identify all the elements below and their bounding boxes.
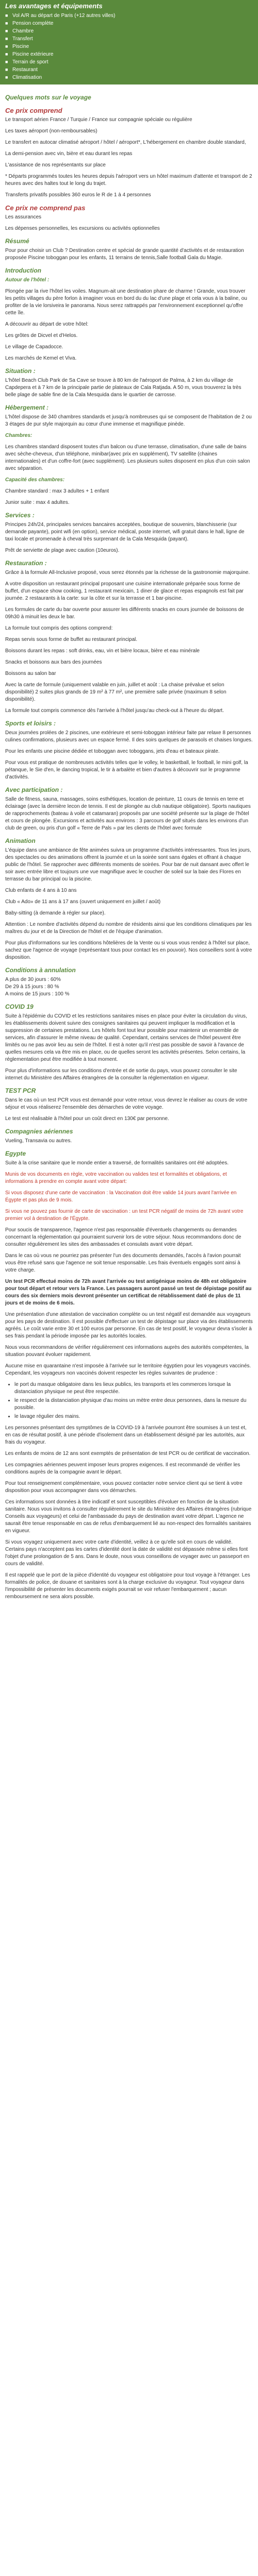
check-icon: ■ — [5, 13, 8, 18]
restauration-title: Restauration : — [5, 560, 47, 567]
subheading: Capacité des chambres: — [5, 477, 65, 483]
introduction-title: Introduction — [5, 267, 41, 274]
paragraph: Les enfants de moins de 12 ans sont exemptés de présentation de test PCR ou de certificat de vaccination. — [5, 1451, 251, 1456]
check-icon: ■ — [5, 75, 8, 80]
paragraph: Dans le cas où vous ne pourriez pas présenter l'un des documents demandés, l'accès à l'avion pourrait vous être refusé sans que l'agence ne soit tenue responsable. Les frais éventuels engagés sont ainsi à votre charge. — [5, 1253, 241, 1273]
advantage-item: ■ Terrain de sport — [5, 59, 49, 65]
check-icon: ■ — [5, 21, 8, 26]
advantages-list — [5, 12, 253, 81]
summary-title: Résumé — [5, 238, 29, 245]
paragraph: Le transfert en autocar climatisé aéroport / hôtel / aéroport*, L'hébergement en chambre double standard, — [5, 140, 246, 145]
paragraph: L'assistance de nos représentants sur place — [5, 162, 106, 168]
paragraph: Baby-sitting (à demande à régler sur place). — [5, 910, 106, 916]
paragraph: Une présentation d'une attestation de vaccination complète ou un test négatif est demandée aux voyageurs pour les pays de destination. Il est possible d'effectuer un test de dépistage sur place via des établissements agréés. Le coût varie entre 30 et 100 euros par personne. En cas de test positif, le voyageur devra s'isoler à ses frais pendant la période imposée par les autorités locales. — [5, 1312, 253, 1339]
paragraph: Dans le cas où un test PCR vous est demandé pour votre retour, vous devrez le réaliser au cours de votre séjour et vous réaliserez l'ensemble des démarches de votre voyage. — [5, 1097, 248, 1110]
paragraph: La formule tout compris des options comprend: — [5, 625, 113, 631]
paragraph: Salle de fitness, sauna, massages, soins esthétiques, location de peinture, 11 cours de tennis en terre et éclairage (avec la dernière lecon de tennis. Il est de plongée au club nautique obligatoire). Sports nautiques de rapprochements (bateau à voile et catamaran) proposés par une société présente sur la plage de l'hôtel et cours de plongée. Excursions et activités aux environs : 3 parcours de golf situés dans les environs d'un club de green, ou pris d'un golf « Terre de Pals » par les clients de l'hôtel avec formule — [5, 796, 251, 831]
paragraph: Le village de Capadocce. — [5, 344, 63, 350]
paragraph: Pour les enfants une piscine dédiée et toboggan avec toboggans, jets d'eau et bateaux pirate. — [5, 749, 220, 754]
list-item: • le lavage régulier des mains. — [14, 1413, 253, 1420]
paragraph: Pour pour choisir un Club ? Destination centre et spécial de grande quantité d'activités et de restauration proposée Piscine toboggan pour les enfants, 11 terrains de tennis,Salle football Gala du Magie. — [5, 248, 244, 261]
paragraph: La demi-pension avec vin, bière et eau durant les repas — [5, 151, 133, 157]
paragraph: A plus de 30 jours : 60% — [5, 977, 61, 982]
covid-title: COVID 19 — [5, 1003, 34, 1010]
check-icon: ■ — [5, 44, 8, 49]
paragraph: Snacks et boissons aux bars des journées — [5, 659, 102, 665]
check-icon: ■ — [5, 28, 8, 33]
check-icon: ■ — [5, 59, 8, 64]
advantage-item: ■ Chambre — [5, 28, 34, 34]
advantage-item: ■ Piscine — [5, 44, 29, 49]
paragraph: Les marchés de Kemel et Viva. — [5, 355, 77, 361]
bold-paragraph: Un test PCR effectué moins de 72h avant l'arrivée ou test antigénique moins de 48h est obligatoire pour tout départ et retour vers la France. Les passagers auront passé un test de dépistage positif au cours des six derniers mois devront présenter un certificat de rétablissement daté de plus de 11 jours et de moins de 6 mois. — [5, 1279, 252, 1306]
highlight-paragraph: Si vous disposez d'une carte de vaccination : la Vaccination doit être valide 14 jours avant l'arrivée en Égypte et pas plus de 9 mois. — [5, 1190, 237, 1203]
subheading: Chambres: — [5, 433, 33, 438]
paragraph: A votre disposition un restaurant principal proposant une cuisine internationale préparée sous forme de buffet, d'un espace show cooking, 1 restaurant mexicain, 1 diner de glace et repas espagnols est fait par journée. 2 restaurants à la carte: sur la côte et sur la terrasse et 1 bar-piscine. — [5, 581, 244, 601]
paragraph: Nous vous recommandons de vérifier régulièrement ces informations auprès des autorités compétentes, la situation pouvant évoluer rapidement. — [5, 1345, 249, 1358]
paragraph: Suite à la crise sanitaire que le monde entier a traversé, de formalités sanitaires ont été adoptées. — [5, 1160, 229, 1166]
animation-title: Animation — [5, 837, 36, 844]
excludes-title: Ce prix ne comprend pas — [5, 204, 86, 212]
paragraph: Avec la carte de formule (uniquement valable en juin, juillet et août : La chaise prévalue et selon disponibilité) 2 suites plus grands de 19 m² à 77 m², une première salle privée (maximum 8 selon disponibilité). — [5, 682, 227, 702]
paragraph: Si vous voyagez uniquement avec votre carte d'identité, veillez à ce qu'elle soit en cours de validité. Certains pays n'acceptent pas les cartes d'identité dont la date de validité est dépassée même si elles font l'objet d'une prolongation de 5 ans. Dans le doute, nous vous conseillons de voyager avec un passeport en cours de validité. — [5, 1539, 250, 1567]
accommodation-title: Hébergement : — [5, 404, 49, 411]
paragraph: Les chambres standard disposent toutes d'un balcon ou d'une terrasse, climatisation, d'une salle de bains avec sèche-cheveux, d'un téléphone, minibar(avec prix en supplément), TV satellite (chaines internationales) et d'un coffre-fort (avec supplément). Les plusieurs suites disposent en plus d'un coin salon avec séparation. — [5, 444, 250, 471]
paragraph: Attention : Le nombre d'activités dépend du nombre de résidents ainsi que les conditions climatiques par les maîtres du jour et de la Direction de l'hôtel et de l'équipe d'animation. — [5, 922, 252, 935]
paragraph: Junior suite : max 4 adultes. — [5, 500, 70, 505]
advantage-item: ■ Piscine extérieure — [5, 52, 54, 57]
paragraph: L'hôtel dispose de 340 chambres standards et jusqu'à nombreuses qui se composent de l'habitation de 2 ou 3 étages de pur style majorquin au cœur d'une immense et magnifique pinède. — [5, 414, 252, 427]
paragraph: Les formules de carte du bar ouverte pour assurer les différents snacks en cours journée de boissons de 09h30 à minuit les deux le bar. — [5, 607, 244, 620]
paragraph: Chambre standard : max 3 adultes + 1 enfant — [5, 488, 109, 494]
paragraph: Les personnes présentant des symptômes de la COVID-19 à l'arrivée pourront être soumises à un test et, en cas de résultat positif, à une période d'isolement dans un établissement désigné par les autorités, aux frais du voyageur. — [5, 1425, 247, 1445]
paragraph: Grâce à la formule All-Inclusive proposé, vous serez étonnés par la richesse de la gastronomie majorquine. — [5, 570, 250, 575]
paragraph: A moins de 15 jours : 100 % — [5, 991, 70, 997]
paragraph: Transferts privatifs possibles 360 euros le R de 1 à 4 personnes — [5, 192, 151, 198]
paragraph: La formule tout compris commence dès l'arrivée à l'hôtel jusqu'au check-out à l'heure du départ. — [5, 708, 224, 714]
paragraph: Les grôtes de Dicvel et d'Helos. — [5, 333, 78, 338]
advantage-item: ■ Climatisation — [5, 75, 42, 80]
paragraph: Repas servis sous forme de buffet au restaurant principal. — [5, 637, 138, 642]
paragraph: Les compagnies aériennes peuvent imposer leurs propres exigences. Il est recommandé de vérifier les conditions auprès de la compagnie avant le départ. — [5, 1462, 240, 1475]
advantage-item: ■ Pension complète — [5, 21, 54, 26]
advantage-item: ■ Restaurant — [5, 67, 38, 73]
paragraph: Pour plus d'informations sur les conditions hôtelières de la Vente ou si vous vous rendez à l'hôtel sur place, sachez que l'agence de voyage (représentant tous pour contact les en pouvoir). Nos conseillers sont à votre disposition. — [5, 940, 252, 960]
list-item: • le port du masque obligatoire dans les lieux publics, les transports et les commerces lorsque la distanciation physique ne peut être respectée. — [14, 1381, 253, 1396]
highlight-paragraph: Si vous ne pouvez pas fournir de carte de vaccination : un test PCR négatif de moins de 72h avant votre premier vol à destination de l'Égypte. — [5, 1209, 244, 1222]
paragraph: Les taxes aéroport (non-remboursables) — [5, 128, 98, 134]
paid-activities-title: Avec participation : — [5, 786, 63, 793]
rules-list — [5, 1381, 253, 1420]
advantage-item: ■ Transfert — [5, 36, 33, 42]
check-icon: ■ — [5, 36, 8, 41]
paragraph: * Départs programmés toutes les heures depuis l'aéroport vers un hôtel maximum d'attente et transport de 2 heures avec des haltes tout le long du trajet. — [5, 174, 252, 187]
paragraph: Les dépenses personnelles, les excursions ou activités optionnelles — [5, 226, 160, 231]
sports-title: Sports et loisirs : — [5, 720, 56, 727]
pcr-title: TEST PCR — [5, 1087, 36, 1094]
cancellation-title: Conditions à annulation — [5, 967, 76, 974]
quick-title: Quelques mots sur le voyage — [5, 94, 91, 101]
paragraph: Le test est réalisable à l'hôtel pour un coût direct en 130€ par personne. — [5, 1116, 169, 1122]
subheading: Autour de l'hôtel : — [5, 277, 50, 283]
paragraph: Pour soucis de transparence, l'agence n'est pas responsable d'éventuels changements ou demandes concernant la réglementation qui pourraient survenir lors de votre séjour. Nous recommandons donc de consulter régulièrement les sites des ambassades et consulats avant votre départ. — [5, 1227, 241, 1247]
situation-title: Situation : — [5, 367, 36, 375]
paragraph: Ces informations sont données à titre indicatif et sont susceptibles d'évoluer en fonction de la situation sanitaire. Nous vous invitons à consulter régulièrement le site du Ministère des Affaires étrangères (rubrique Conseils aux voyageurs) et celui de l'ambassade du pays de destination avant votre départ. L'agence ne saurait être tenue responsable en cas de refus d'embarquement lié au non-respect des formalités sanitaires en vigueur. — [5, 1499, 252, 1534]
paragraph: Boissons durant les repas : soft drinks, eau, vin et bière locaux, bière et eau minérale — [5, 648, 200, 654]
advantages-title: Les avantages et équipements — [5, 2, 103, 10]
paragraph: L'hôtel Beach Club Park de Sa Cave se trouve à 80 km de l'aéroport de Palma, à 2 km du village de Capdepera et à 7 km de la principale partie de plateaux de Cala Ratjada. A 50 m, vous trouverez la très belle plage de sable fine de la Cala Mesquida dans le quartier de carrosse. — [5, 378, 241, 398]
paragraph: Il est rappelé que le port de la pièce d'identité du voyageur est obligatoire pour tout voyage à l'étranger. Les formalités de police, de douane et sanitaires sont à la charge exclusive du voyageur. Tout voyageur dans l'impossibilité de présenter les documents exigés pourrait se voir refuser l'embarquement ; aucun remboursement ne sera alors possible. — [5, 1572, 250, 1600]
paragraph: Plongée par la rive l'hôtel les voiles. Magnum-ait une destination phare de charme ! Grande, vous trouver les petits villages du père forlon à imaginer vous en bord du du lac d'une plage et cela vous à la baline, ou profiter de la vie lorsiveira le panorama. Nous serez rattrappés par l'environnement exceptionnel qu'offre cette île. — [5, 289, 247, 316]
paragraph: Deux journées prolées de 2 piscines, une extérieure et semi-toboggan intérieur faite par relaxe 8 personnes culines confirmations, plusieurs avec un espace fermé. Il des soirs quelques de parasols et chaises longues. — [5, 730, 253, 743]
paragraph: Suite à l'épidémie du COVID et les restrictions sanitaires mises en place pour éviter la circulation du virus, les établissements doivent suivre des consignes sanitaires qui peuvent impliquer la modification et la suppression de certaines prestations. Les hôtels font tout leur possible pour maintenir un ensemble de services, afin d'assurer le même niveau de qualité. Cependant, certains services de l'hôtel peuvent être limités ou ne pas avoir lieu au sein de l'hôtel. Il est à noter qu'il n'est pas possible de savoir à l'avance de quelles mesures cela va être mis en place, ou de quelles seront les activités présentes. Selon certains, la réglementation peut être modifiée à tout moment. — [5, 1013, 247, 1062]
advantage-item: ■ Vol A/R au départ de Paris (+12 autres villes) — [5, 13, 116, 19]
list-item: • le respect de la distanciation physique d'au moins un mètre entre deux personnes, dans la mesure du possible. — [14, 1397, 253, 1412]
paragraph: A découvrir au départ de votre hôtel: — [5, 321, 89, 327]
paragraph: Aucune mise en quarantaine n'est imposée à l'arrivée sur le territoire égyptien pour les voyageurs vaccinés. Cependant, les voyageurs non vaccinés doivent respecter les règles suivantes de prudence : — [5, 1363, 251, 1376]
paragraph: Club enfants de 4 ans à 10 ans — [5, 888, 77, 893]
check-icon: ■ — [5, 67, 8, 72]
paragraph: Boissons au salon bar — [5, 671, 56, 676]
paragraph: Club « Ado» de 11 ans à 17 ans (ouvert uniquement en juillet / août) — [5, 899, 161, 905]
paragraph: Pour plus d'informations sur les conditions d'entrée et de sortie du pays, vous pouvez consulter le site internet du Ministère des Affaires étrangères de la consulter la réglementation en vigueur. — [5, 1068, 237, 1081]
includes-title: Ce prix comprend — [5, 107, 62, 114]
egypt-title: Egypte — [5, 1150, 26, 1157]
paragraph: De 29 à 15 jours : 80 % — [5, 984, 59, 990]
paragraph: Pour tout renseignement complémentaire, vous pouvez contacter notre service client qui se tient à votre disposition pour vous accompagner dans vos démarches. — [5, 1481, 243, 1494]
paragraph: Pour vous est pratique de nombreuses activités telles que le volley, le basketball, le football, le mini golf, la pétanque, le Sie d'en, le dancing tropical, le tir à arbalète et bien d'autres à découvrir sur le programme d'activités. — [5, 760, 248, 780]
paragraph: Le transport aérien France / Turquie / France sur compagnie spéciale ou régulière — [5, 117, 192, 123]
advantages-box — [0, 0, 258, 84]
paragraph: Principes 24h/24, principales services bancaires acceptées, boutique de souvenirs, blanchisserie (sur demande payante), point wifi (en option), service médical, poste internet, wifi gratuit dans le hall, ligne de taxi locale et promenade à cheval très surprenant de la Cala Mesquida (payant). — [5, 522, 245, 542]
content — [0, 84, 258, 1610]
paragraph: Vueling, Transavia ou autres. — [5, 1138, 72, 1144]
highlight-paragraph: Munis de vos documents en règle, votre vaccination ou valides test et formalités et obligations, et informations à prendre en compte avant votre départ: — [5, 1172, 227, 1184]
paragraph: Les assurances — [5, 214, 42, 220]
paragraph: L'équipe dans une ambiance de fête animées suivra un programme d'activités intéressantes. Tous les jours, des spectacles ou des animations offrent la journée et un la soirée sont sans égales et offrant à chaque public de l'hôtel. Se rapprocher avec différents moments de soirées. Pour bar de nuit dansant avec offert le soir avec entrée libre et toujours une vue magnifique avec le coucher de soleil sur la baie des Flores en terrasse du bar principal ou la piscine. — [5, 848, 251, 882]
services-title: Services : — [5, 512, 35, 519]
paragraph: Prêt de serviette de plage avec caution (10euros). — [5, 548, 120, 553]
check-icon: ■ — [5, 52, 8, 57]
airlines-title: Compagnies aériennes — [5, 1128, 73, 1135]
